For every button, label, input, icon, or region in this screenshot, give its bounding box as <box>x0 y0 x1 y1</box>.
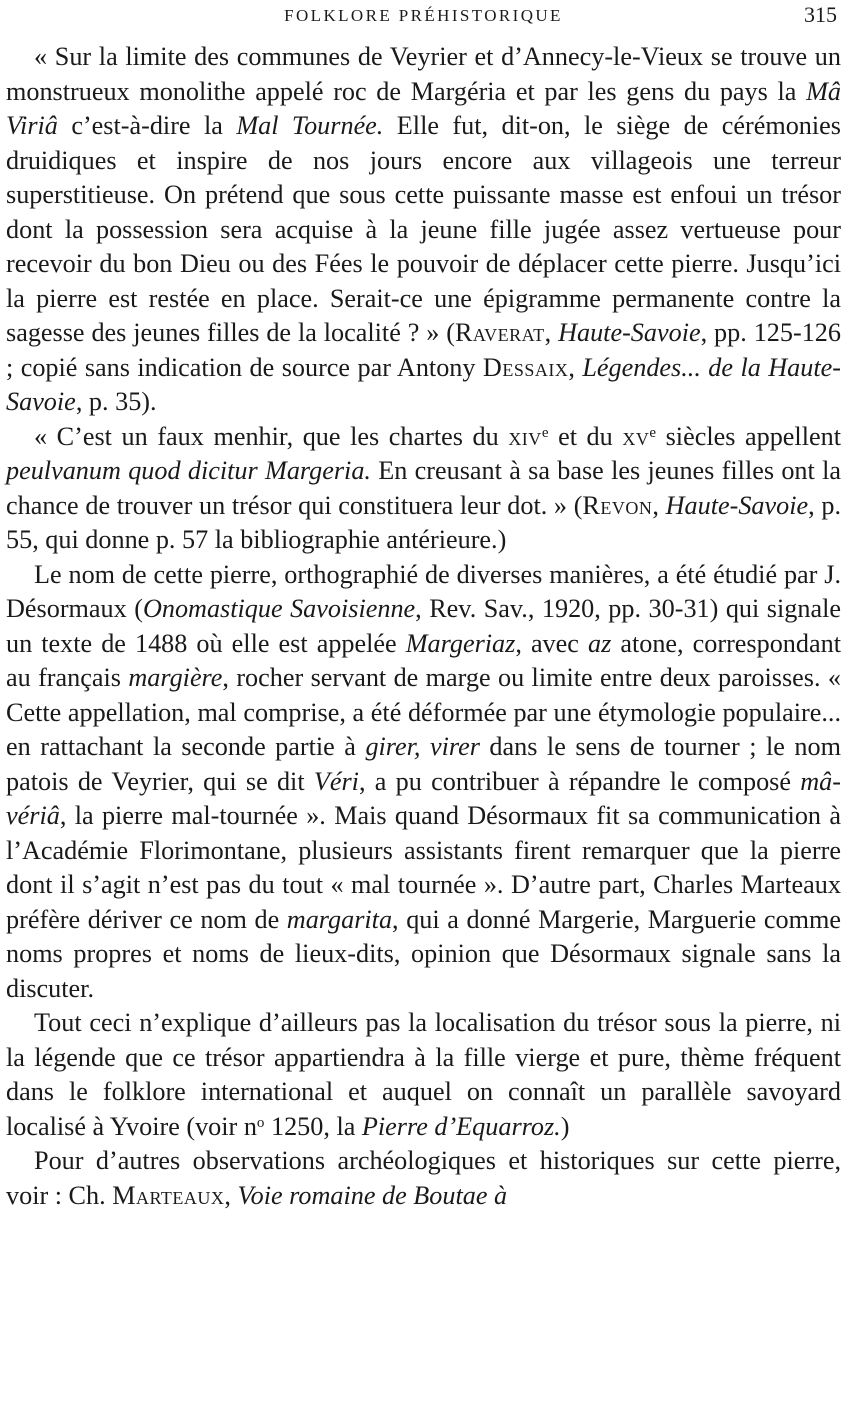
paragraph-name-etymology <box>6 558 841 1007</box>
text-run: ) <box>560 1111 570 1141</box>
italic-text: girer, virer <box>365 732 480 761</box>
italic-text: Onomastique Savoisienne <box>142 594 416 623</box>
text-run: « Sur la limite des communes de Veyrier et d’Annecy-le-Vieux se trouve un monstrueux monolithe appelé roc de Margéria et par les gens du pays la <box>6 42 841 106</box>
text-run: , a pu contribuer à répandre le composé <box>358 766 801 796</box>
running-title: FOLKLORE PRÉHISTORIQUE <box>284 6 563 25</box>
italic-text: margière <box>128 663 223 692</box>
small-caps-name: Raverat <box>454 318 545 347</box>
text-run: siècles appellent <box>656 421 841 451</box>
text-run: En creusant à sa base les jeunes filles ont la chance de trouver un trésor qui constituera leur dot. » ( <box>6 456 841 520</box>
text-run: , rocher servant de marge ou limite entre deux paroisses. « Cette appellation, mal comprise, a été déformée par une étymologie populaire... en rattachant la seconde partie à <box>6 663 842 761</box>
text-run: et du <box>548 421 623 451</box>
superscript: e <box>541 424 549 441</box>
italic-text: margarita <box>286 904 393 934</box>
text-run: , p. 35). <box>75 387 157 416</box>
italic-text: mâ-vériâ <box>6 766 841 830</box>
italic-text: Voie romaine de Boutae à <box>237 1180 508 1210</box>
paragraph-treasure-legend <box>6 1006 841 1144</box>
paragraph-further-references <box>6 1144 841 1213</box>
italic-text: Pierre d’Equarroz. <box>361 1111 561 1141</box>
text-run: , <box>544 318 559 347</box>
italic-text: Haute-Savoie <box>665 490 809 520</box>
text-run: , pp. 125-126 ; copié sans indication de source par Antony <box>6 318 841 382</box>
text-run: , qui a donné Margerie, Marguerie comme noms propres et noms de lieux-dits, opinion que Désormaux signale sans la discuter. <box>6 904 841 1003</box>
italic-text: Véri <box>313 766 359 796</box>
text-run: , p. 55, qui donne p. 57 la bibliographie antérieure.) <box>6 490 841 554</box>
text-run: , Rev. Sav., 1920, pp. 30-31) qui signale un texte de 1488 où elle est appelée <box>6 594 841 658</box>
text-run: atone, correspondant au français <box>6 628 841 692</box>
small-caps-name: Revon <box>582 490 653 520</box>
text-run: , <box>652 490 666 520</box>
italic-text: Légendes... de la Haute-Savoie <box>6 352 841 416</box>
small-caps-name: Dessaix <box>482 352 569 382</box>
italic-text: Mal Tournée. <box>236 111 384 140</box>
text-run: Le nom de cette pierre, orthographié de diverses manières, a été étudié par J. Désormaux ( <box>6 559 841 623</box>
text-run: 1250, la <box>264 1111 362 1141</box>
page-number: 315 <box>804 2 837 27</box>
text-run: Tout ceci n’explique d’ailleurs pas la localisation du trésor sous la pierre, ni la légende que ce trésor appartiendra à la fille vierge et pure, thème fréquent dans le folklore international et auquel on connaît un parallèle savoyard localisé à Yvoire (voir n <box>6 1008 841 1141</box>
text-run: « C’est un faux menhir, que les chartes du <box>34 421 509 451</box>
small-caps-name: xiv <box>508 421 542 451</box>
superscript: o <box>256 1114 265 1131</box>
text-run: Elle fut, dit-on, le siège de cérémonies druidiques et inspire de nos jours encore aux villageois une terreur superstitieuse. On prétend que sous cette puissante masse est enfoui un trésor dont la possession sera acquise à la jeune fille jugée assez vertueuse pour recevoir du bon Dieu ou des Fées le pouvoir de déplacer cette pierre. Jusqu’ici la pierre est restée en place. Serait-ce une épigramme permanente contre la sagesse des jeunes filles de la localité ? » ( <box>6 111 841 347</box>
text-run: , <box>224 1180 238 1210</box>
text-run: , <box>568 352 583 382</box>
small-caps-name: Marteaux <box>112 1180 225 1210</box>
body-text <box>6 40 841 1213</box>
italic-text: peulvanum quod dicitur Margeria. <box>6 456 371 485</box>
paragraph-faux-menhir-quote <box>6 420 841 558</box>
italic-text: Mâ Viriâ <box>6 76 841 140</box>
text-run: dans le sens de tourner ; le nom patois de Veyrier, qui se dit <box>6 732 841 796</box>
italic-text: Haute-Savoie <box>558 318 701 347</box>
italic-text: az <box>587 628 612 658</box>
text-run: , la pierre mal-tournée ». Mais quand Désormaux fit sa communication à l’Académie Florimontane, plusieurs assistants firent remarquer que la pierre dont il s’agit n’est pas du tout « mal tournée ». D’autre part, Charles Marteaux préfère dériver ce nom de <box>6 801 841 934</box>
italic-text: Margeriaz <box>405 628 516 658</box>
paragraph-roc-margeria-quote <box>6 40 841 420</box>
text-run: c’est-à-dire la <box>57 111 237 140</box>
text-run: , avec <box>515 628 588 658</box>
running-head <box>6 0 841 40</box>
small-caps-name: xv <box>622 421 650 451</box>
superscript: e <box>649 424 657 441</box>
text-run: Pour d’autres observations archéologiques et historiques sur cette pierre, voir : Ch. <box>6 1146 841 1210</box>
